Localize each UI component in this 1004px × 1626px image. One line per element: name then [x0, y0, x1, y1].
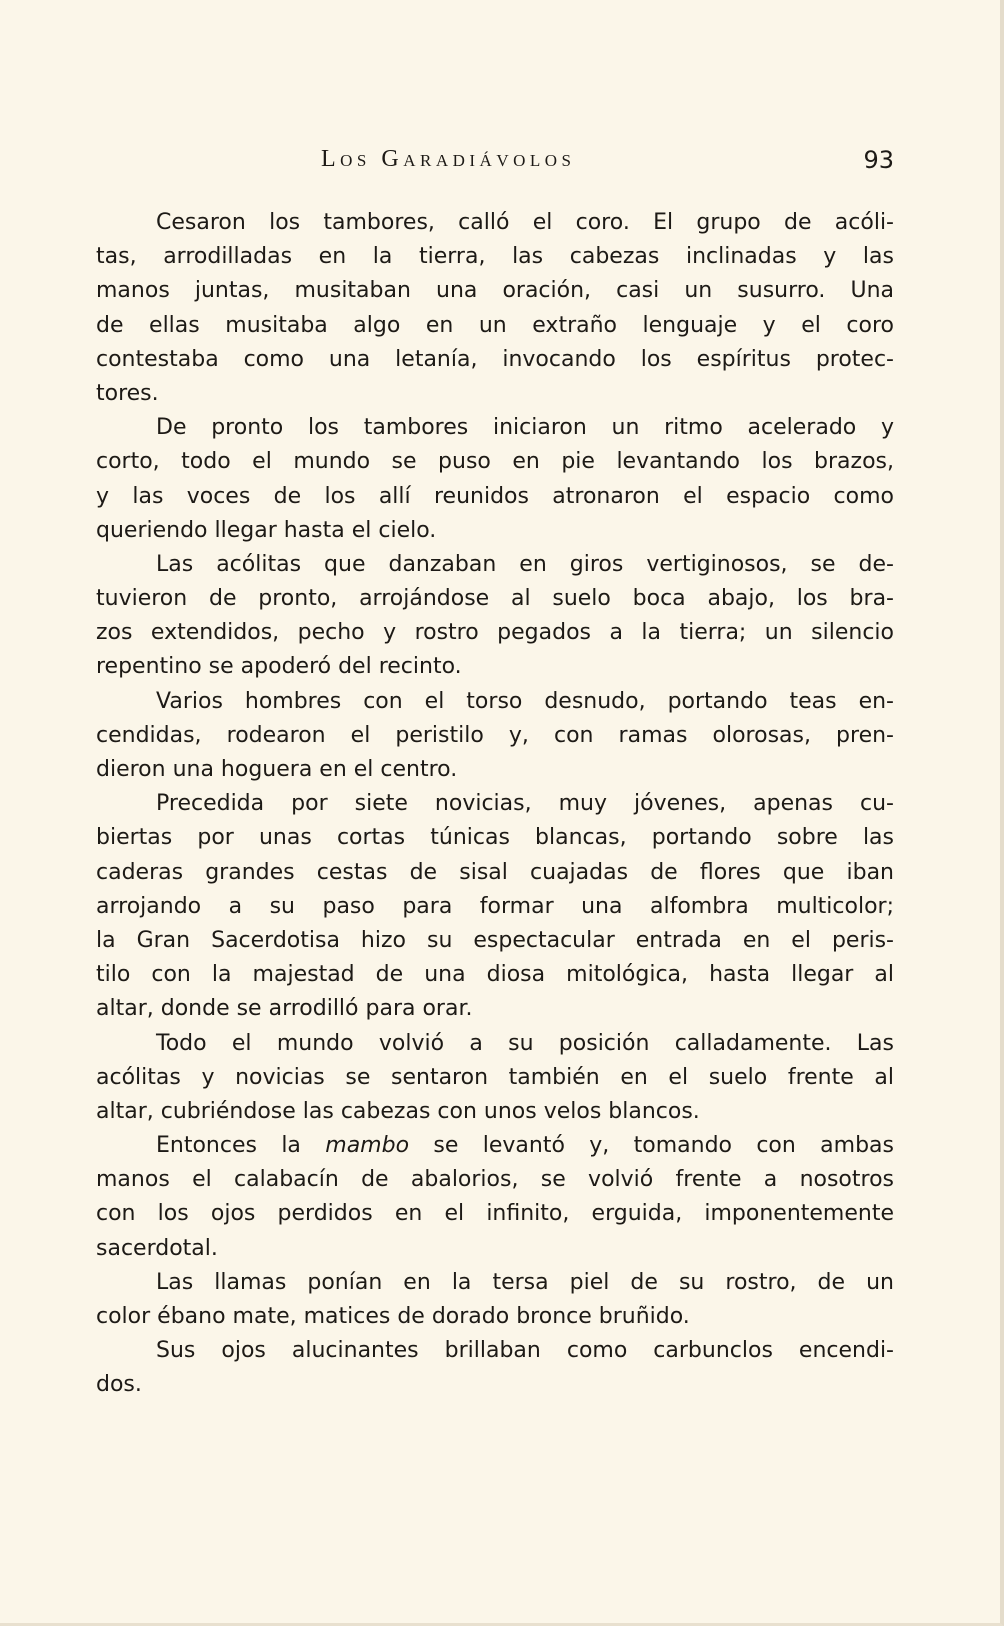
- text-line: [96, 1129, 894, 1163]
- text-line: tilo con la majestad de una diosa mitológica, hasta llegar al: [96, 962, 894, 988]
- text-line: contestaba como una letanía, invocando los espíritus protec-: [96, 346, 894, 372]
- italic-word: mambo: [325, 1133, 410, 1159]
- text-line: dieron una hoguera en el centro.: [96, 757, 458, 782]
- text-line: tuvieron de pronto, arrojándose al suelo boca abajo, los bra-: [96, 586, 894, 612]
- text-line: De pronto los tambores iniciaron un ritmo acelerado y: [156, 415, 894, 441]
- text-line: acólitas y novicias se sentaron también en el suelo frente al: [96, 1064, 894, 1090]
- body-text: [96, 206, 894, 1403]
- text-line: Cesaron los tambores, calló el coro. El grupo de acóli-: [156, 210, 894, 235]
- text-line: Las acólitas que danzaban en giros vertiginosos, se de-: [156, 551, 894, 577]
- text-line: cendidas, rodearon el peristilo y, con ramas olorosas, pren-: [96, 722, 894, 748]
- text-line: corto, todo el mundo se puso en pie levantando los brazos,: [96, 449, 894, 475]
- text-line: de ellas musitaba algo en un extraño lenguaje y el coro: [96, 312, 894, 338]
- text-line: altar, cubriéndose las cabezas con unos velos blancos.: [96, 1098, 700, 1124]
- text-line: tas, arrodilladas en la tierra, las cabezas inclinadas y las: [96, 244, 894, 270]
- text-line: manos el calabacín de abalorios, se volvió frente a nosotros: [96, 1167, 894, 1193]
- text-line: manos juntas, musitaban una oración, casi un susurro. Una: [96, 278, 894, 304]
- text-line: arrojando a su paso para formar una alfombra multicolor;: [96, 893, 894, 919]
- running-title: Los Garadiávolos: [321, 146, 576, 172]
- text-line: con los ojos perdidos en el infinito, erguida, imponentemente: [96, 1201, 894, 1227]
- text-line: zos extendidos, pecho y rostro pegados a la tierra; un silencio: [96, 620, 894, 646]
- page-number: 93: [863, 146, 894, 174]
- text-line: sacerdotal.: [96, 1235, 218, 1261]
- text-segment: se levantó y, tomando con ambas: [409, 1133, 894, 1159]
- text-line: Precedida por siete novicias, muy jóvenes, apenas cu-: [156, 791, 894, 817]
- text-line: Todo el mundo volvió a su posición calladamente. Las: [156, 1030, 894, 1056]
- text-line: dos.: [96, 1372, 142, 1398]
- text-line: biertas por unas cortas túnicas blancas, portando sobre las: [96, 825, 894, 851]
- text-line: Sus ojos alucinantes brillaban como carbunclos encendi-: [156, 1338, 894, 1364]
- text-line: y las voces de los allí reunidos atronaron el espacio como: [96, 483, 894, 509]
- text-segment: Entonces la: [156, 1133, 326, 1159]
- text-line: tores.: [96, 380, 159, 406]
- text-line: Las llamas ponían en la tersa piel de su rostro, de un: [156, 1269, 894, 1295]
- text-line: la Gran Sacerdotisa hizo su espectacular entrada en el peris-: [96, 927, 894, 953]
- text-line: repentino se apoderó del recinto.: [96, 654, 462, 680]
- page-header: [96, 146, 894, 176]
- text-line: altar, donde se arrodilló para orar.: [96, 996, 473, 1022]
- text-line: Varios hombres con el torso desnudo, portando teas en-: [156, 688, 894, 714]
- text-line: queriendo llegar hasta el cielo.: [96, 517, 437, 543]
- text-line: caderas grandes cestas de sisal cuajadas de flores que iban: [96, 859, 894, 885]
- text-line: color ébano mate, matices de dorado bronce bruñido.: [96, 1304, 690, 1329]
